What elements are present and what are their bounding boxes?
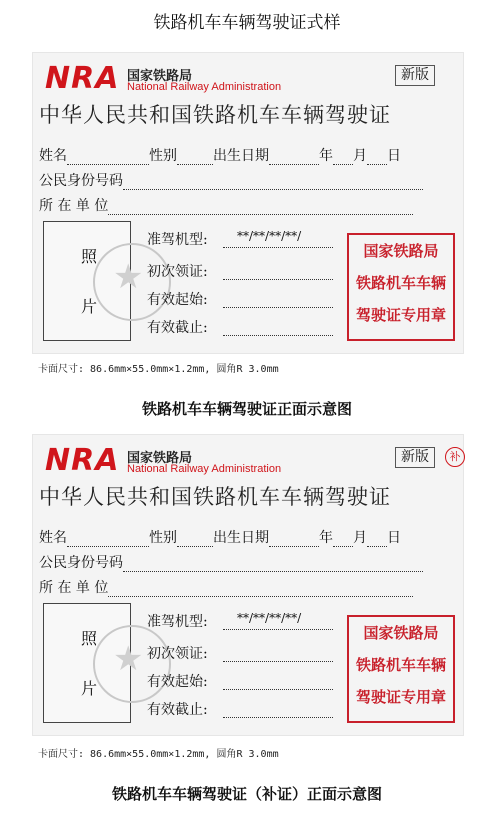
valid-to-label: 有效截止: — [147, 320, 208, 336]
photo-char-2: 片 — [81, 679, 98, 698]
year-label: 年 — [319, 530, 333, 546]
official-red-stamp — [347, 233, 455, 341]
birth-label: 出生日期 — [213, 148, 269, 164]
unit-row — [39, 577, 413, 597]
name-row — [39, 527, 401, 547]
size-note: 卡面尺寸: 86.6mm×55.0mm×1.2mm, 圆角R 3.0mm — [38, 364, 279, 375]
sex-label: 性别 — [149, 530, 177, 546]
month-label: 月 — [353, 530, 367, 546]
nra-logo: NRA — [45, 443, 120, 478]
license-card-front — [32, 52, 464, 354]
stamp-line-2: 铁路机车车辆 — [355, 274, 446, 292]
photo-char-1: 照 — [81, 629, 98, 648]
valid-from-label: 有效起始: — [147, 292, 208, 308]
nra-logo: NRA — [45, 61, 120, 96]
year-label: 年 — [319, 148, 333, 164]
photo-char-1: 照 — [81, 247, 98, 266]
stamp-line-3: 驾驶证专用章 — [355, 688, 446, 706]
vehicle-type-value: **/**/**/**/ — [237, 611, 302, 625]
caption-reissue: 铁路机车车辆驾驶证（补证）正面示意图 — [111, 785, 382, 803]
stamp-line-3: 驾驶证专用章 — [355, 306, 446, 324]
agency-name-cn: 国家铁路局 — [127, 451, 193, 466]
vehicle-type-label: 准驾机型: — [147, 614, 208, 630]
stamp-line-2: 铁路机车车辆 — [355, 656, 446, 674]
first-issue-label: 初次领证: — [147, 264, 208, 280]
id-row — [39, 552, 423, 572]
first-issue-label: 初次领证: — [147, 646, 208, 662]
new-version-badge: 新版 — [395, 447, 435, 468]
license-card-reissue — [32, 434, 464, 736]
unit-row — [39, 195, 413, 215]
valid-from-label: 有效起始: — [147, 674, 208, 690]
sex-label: 性别 — [149, 148, 177, 164]
day-label: 日 — [387, 148, 401, 164]
id-label: 公民身份号码 — [39, 555, 123, 571]
agency-name-en: National Railway Administration — [127, 463, 282, 475]
name-label: 姓名 — [39, 530, 67, 546]
stamp-line-1: 国家铁路局 — [363, 624, 439, 642]
birth-label: 出生日期 — [213, 530, 269, 546]
card-title: 中华人民共和国铁路机车车辆驾驶证 — [39, 103, 391, 127]
valid-to-label: 有效截止: — [147, 702, 208, 718]
unit-label: 所 在 单 位 — [39, 198, 109, 214]
gray-seal-icon — [93, 243, 171, 321]
page-title: 铁路机车车辆驾驶证式样 — [153, 13, 341, 33]
new-version-badge: 新版 — [395, 65, 435, 86]
id-row — [39, 170, 423, 190]
vehicle-type-value: **/**/**/**/ — [237, 229, 302, 243]
month-label: 月 — [353, 148, 367, 164]
day-label: 日 — [387, 530, 401, 546]
size-note: 卡面尺寸: 86.6mm×55.0mm×1.2mm, 圆角R 3.0mm — [38, 749, 279, 760]
name-row — [39, 145, 401, 165]
id-label: 公民身份号码 — [39, 173, 123, 189]
reissue-mark: 补 — [445, 447, 465, 467]
agency-name-cn: 国家铁路局 — [127, 69, 193, 84]
name-label: 姓名 — [39, 148, 67, 164]
agency-name-en: National Railway Administration — [127, 81, 282, 93]
card-title: 中华人民共和国铁路机车车辆驾驶证 — [39, 485, 391, 509]
stamp-line-1: 国家铁路局 — [363, 242, 439, 260]
caption-front: 铁路机车车辆驾驶证正面示意图 — [141, 400, 352, 418]
gray-seal-icon — [93, 625, 171, 703]
unit-label: 所 在 单 位 — [39, 580, 109, 596]
vehicle-type-label: 准驾机型: — [147, 232, 208, 248]
photo-char-2: 片 — [81, 297, 98, 316]
official-red-stamp — [347, 615, 455, 723]
